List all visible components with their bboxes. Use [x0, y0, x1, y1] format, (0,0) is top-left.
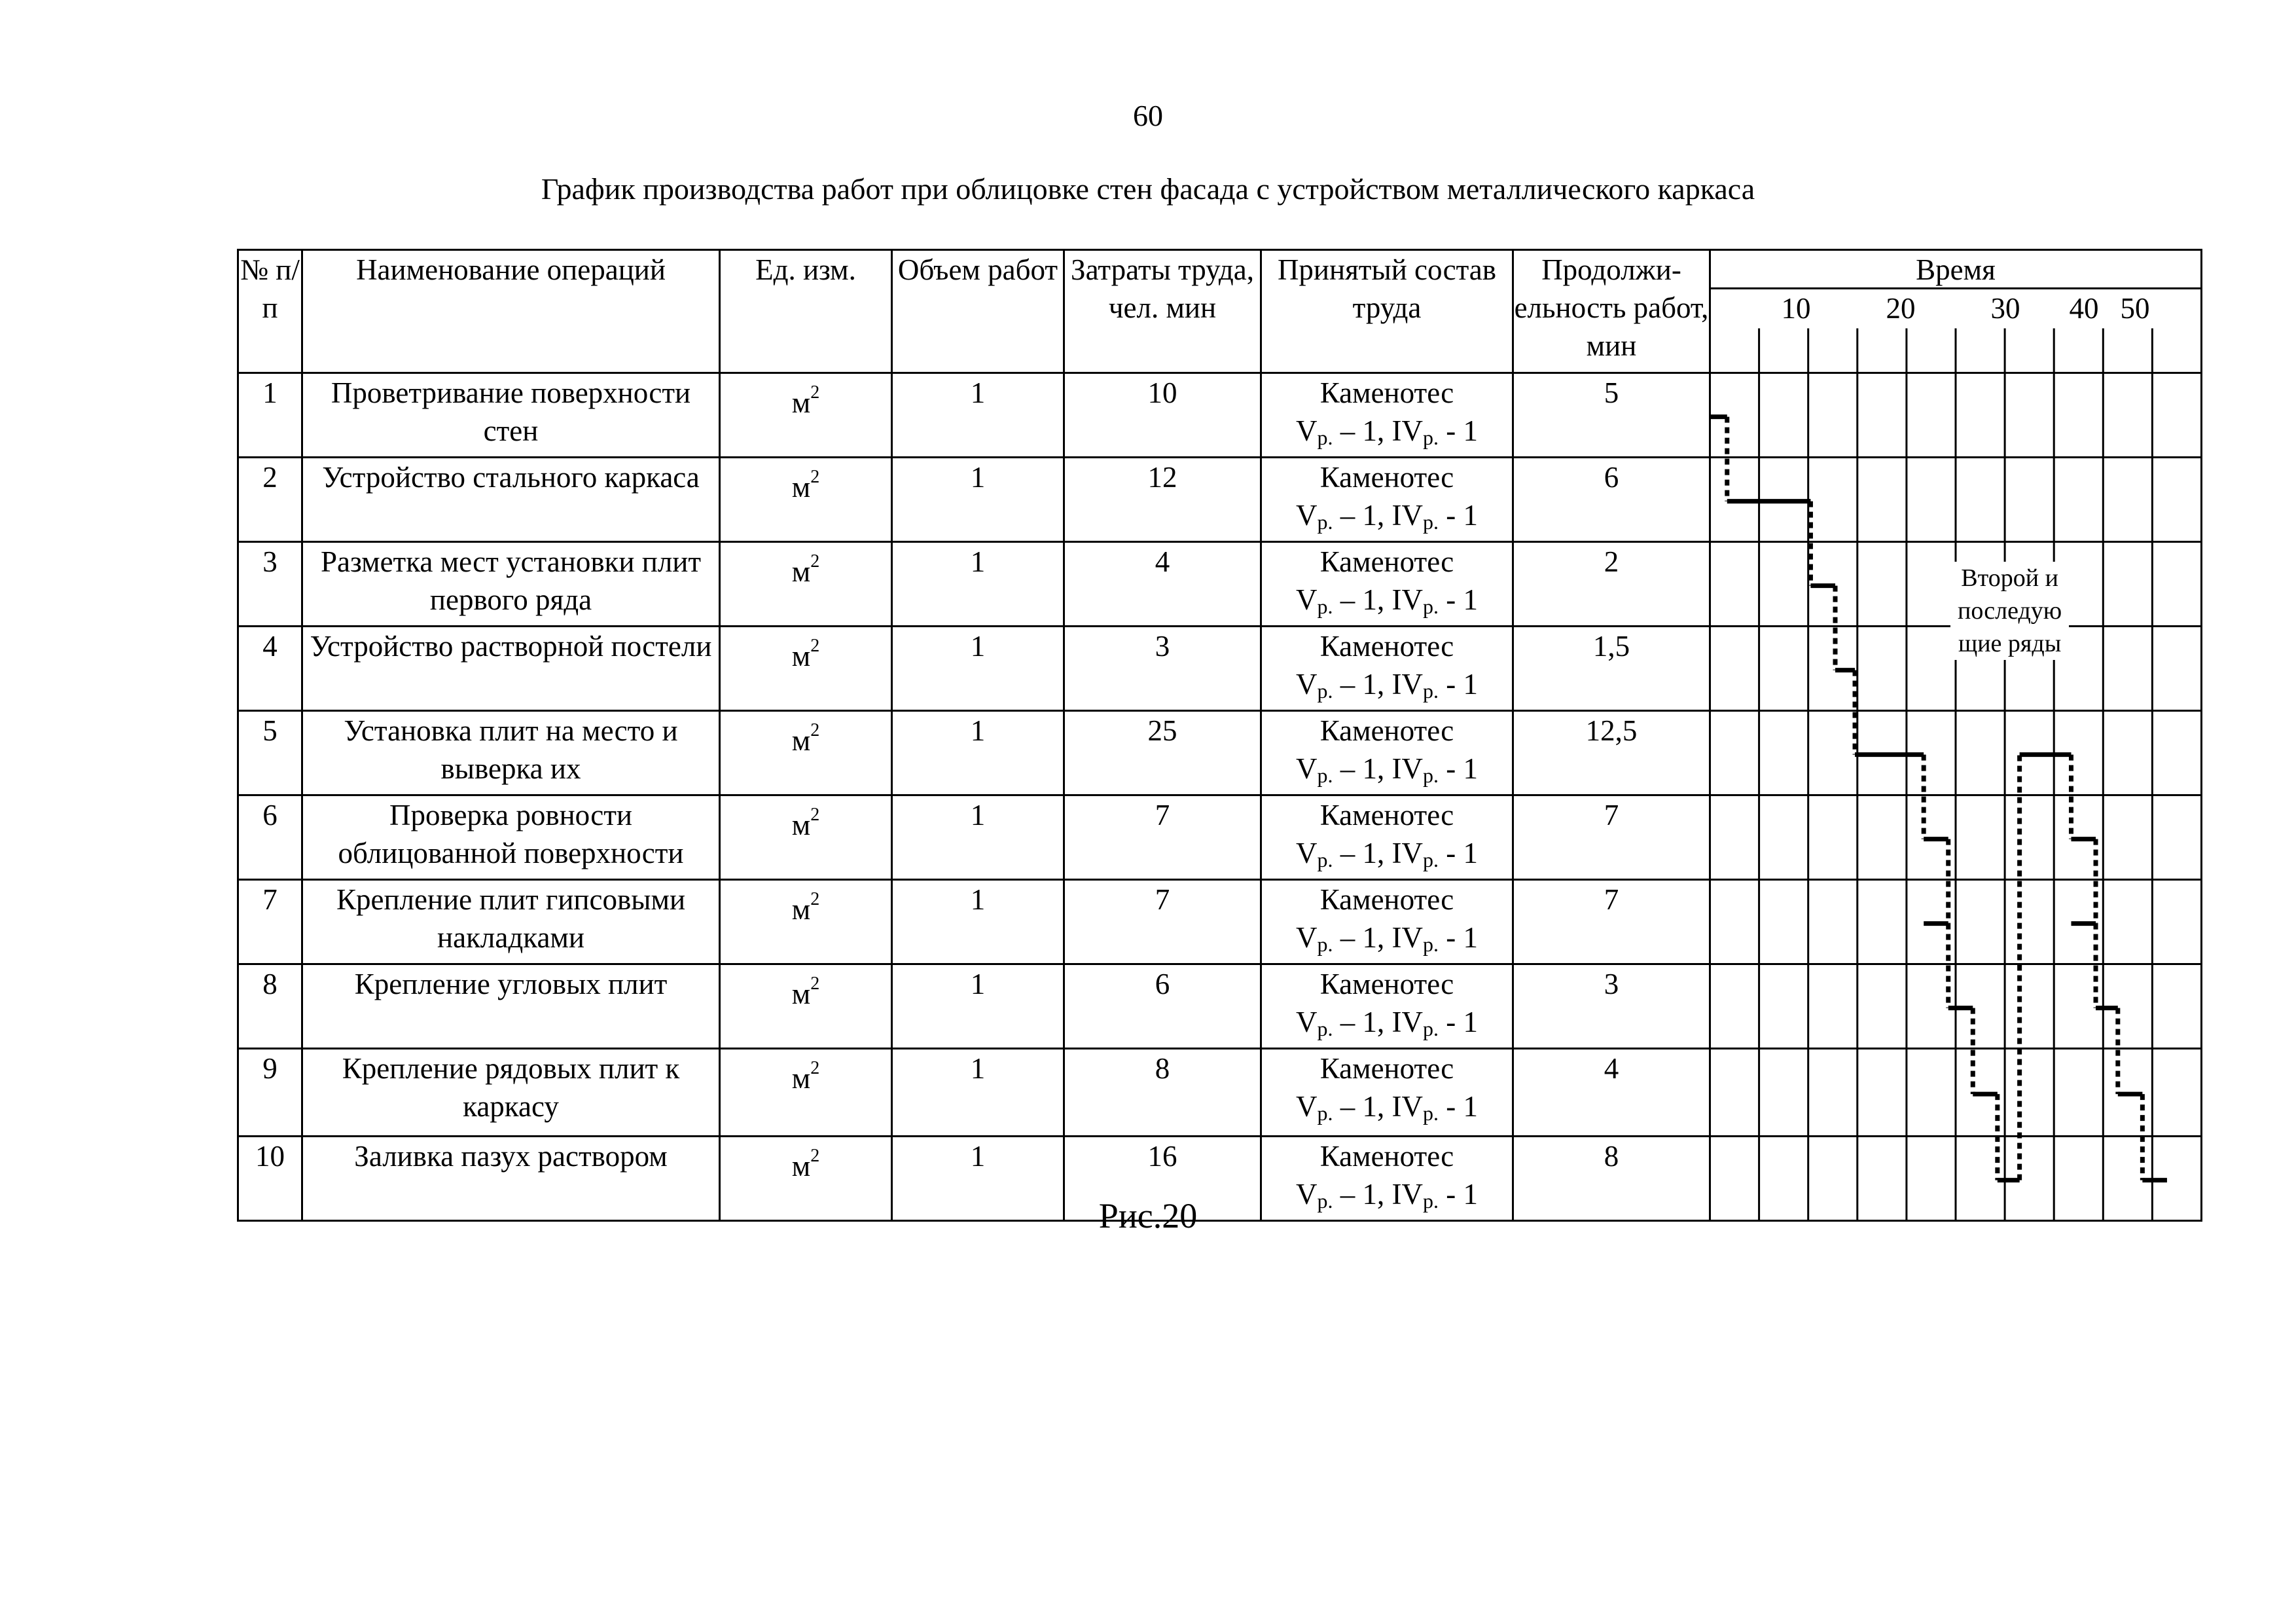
grade-b-sub: р.	[1422, 510, 1439, 534]
header-volume: Объем работ	[892, 250, 1064, 373]
grade-a: V	[1296, 921, 1318, 954]
crew-grades	[1262, 750, 1512, 794]
grade-b-sub: р.	[1422, 1017, 1439, 1040]
time-tick-label: 20	[1886, 292, 1916, 325]
crew-title: Каменотес	[1319, 1140, 1454, 1173]
grade-b: IV	[1391, 668, 1423, 701]
crew-title: Каменотес	[1319, 714, 1454, 747]
header-labor-cost: Затраты труда, чел. мин	[1064, 250, 1261, 373]
table-row	[238, 373, 2202, 458]
timeline-cell	[1710, 711, 2202, 795]
time-header-label: Время	[1711, 251, 2200, 289]
grade-b: IV	[1391, 414, 1423, 447]
timeline-cell	[1710, 795, 2202, 880]
grade-b: IV	[1391, 921, 1423, 954]
grade-b: IV	[1391, 583, 1423, 616]
grade-b: IV	[1391, 499, 1423, 532]
time-tick-label: 40	[2069, 292, 2099, 325]
grade-b-count: - 1	[1438, 499, 1478, 532]
unit-symbol: м	[791, 640, 811, 672]
grade-a: V	[1296, 1006, 1318, 1038]
grade-b-sub: р.	[1422, 1189, 1439, 1213]
unit-exponent: 2	[810, 805, 820, 825]
crew-grades	[1262, 1087, 1512, 1132]
grade-a-sub: р.	[1317, 510, 1333, 534]
time-tick-label: 30	[1990, 292, 2020, 325]
crew-composition	[1261, 1049, 1513, 1137]
unit-symbol: м	[791, 809, 811, 841]
crew-title: Каменотес	[1319, 461, 1454, 494]
work-volume: 1	[892, 880, 1064, 964]
crew-composition	[1261, 373, 1513, 458]
grade-b-sub: р.	[1422, 426, 1439, 449]
duration: 6	[1513, 458, 1710, 542]
header-number: № п/ п	[238, 250, 302, 373]
operation-name: Крепление плит гипсовыми накладками	[302, 880, 720, 964]
row-number: 1	[238, 373, 302, 458]
unit-symbol: м	[791, 1062, 811, 1095]
operation-name: Устройство стального каркаса	[302, 458, 720, 542]
unit-symbol: м	[791, 555, 811, 588]
row-number: 4	[238, 627, 302, 711]
crew-grades	[1262, 665, 1512, 710]
table-row	[238, 880, 2202, 964]
grade-a: V	[1296, 499, 1318, 532]
grade-b: IV	[1391, 837, 1423, 869]
work-volume: 1	[892, 711, 1064, 795]
duration: 4	[1513, 1049, 1710, 1137]
grade-b-sub: р.	[1422, 848, 1439, 871]
labor-cost: 7	[1064, 795, 1261, 880]
timeline-cell	[1710, 964, 2202, 1049]
crew-composition	[1261, 627, 1513, 711]
grade-b-sub: р.	[1422, 679, 1439, 702]
crew-title: Каменотес	[1319, 799, 1454, 831]
grade-a: V	[1296, 668, 1318, 701]
row-number: 7	[238, 880, 302, 964]
grade-b: IV	[1391, 1006, 1423, 1038]
time-tick-label: 50	[2120, 292, 2150, 325]
timeline-cell	[1710, 458, 2202, 542]
unit-symbol: м	[791, 386, 811, 419]
unit-exponent: 2	[810, 382, 820, 403]
grade-b-sub: р.	[1422, 763, 1439, 787]
grade-a-count: – 1,	[1333, 414, 1392, 447]
crew-title: Каменотес	[1319, 630, 1454, 663]
grade-a-sub: р.	[1317, 848, 1333, 871]
unit-exponent: 2	[810, 1146, 820, 1166]
operation-name: Разметка мест установки плит первого ряда	[302, 542, 720, 627]
grade-a-sub: р.	[1317, 763, 1333, 787]
document-title: График производства работ при облицовке стен фасада с устройством металлического каркаса	[541, 172, 1755, 206]
unit-exponent: 2	[810, 720, 820, 740]
grade-a: V	[1296, 752, 1318, 785]
duration: 8	[1513, 1137, 1710, 1221]
operation-name: Заливка пазух раствором	[302, 1137, 720, 1221]
grade-a-count: – 1,	[1333, 1090, 1392, 1123]
grade-b-sub: р.	[1422, 1101, 1439, 1125]
unit	[720, 1049, 892, 1137]
grade-a: V	[1296, 414, 1318, 447]
crew-composition	[1261, 458, 1513, 542]
grade-a: V	[1296, 1178, 1318, 1211]
labor-cost: 7	[1064, 880, 1261, 964]
crew-composition	[1261, 542, 1513, 627]
table-row	[238, 627, 2202, 711]
operation-name: Крепление угловых плит	[302, 964, 720, 1049]
grade-a: V	[1296, 837, 1318, 869]
grade-a-count: – 1,	[1333, 921, 1392, 954]
work-volume: 1	[892, 458, 1064, 542]
table-row	[238, 458, 2202, 542]
grade-a-sub: р.	[1317, 1017, 1333, 1040]
crew-grades	[1262, 919, 1512, 963]
grade-a-count: – 1,	[1333, 752, 1392, 785]
table-row	[238, 795, 2202, 880]
grade-b-count: - 1	[1438, 837, 1478, 869]
work-volume: 1	[892, 542, 1064, 627]
table-row	[238, 1049, 2202, 1137]
labor-cost: 6	[1064, 964, 1261, 1049]
duration: 2	[1513, 542, 1710, 627]
unit-symbol: м	[791, 471, 811, 503]
labor-cost: 8	[1064, 1049, 1261, 1137]
grade-a-count: – 1,	[1333, 1178, 1392, 1211]
grade-b-count: - 1	[1438, 1178, 1478, 1211]
grade-a: V	[1296, 583, 1318, 616]
row-number: 9	[238, 1049, 302, 1137]
labor-cost: 10	[1064, 373, 1261, 458]
duration: 7	[1513, 880, 1710, 964]
grade-b: IV	[1391, 1090, 1423, 1123]
header-time	[1710, 250, 2202, 373]
grade-a-sub: р.	[1317, 594, 1333, 618]
grade-a-count: – 1,	[1333, 668, 1392, 701]
table-row	[238, 542, 2202, 627]
labor-cost: 25	[1064, 711, 1261, 795]
unit	[720, 458, 892, 542]
grade-b-count: - 1	[1438, 583, 1478, 616]
unit-symbol: м	[791, 1150, 811, 1182]
operation-name: Устройство растворной постели	[302, 627, 720, 711]
unit-symbol: м	[791, 724, 811, 757]
labor-cost: 16	[1064, 1137, 1261, 1221]
row-number: 10	[238, 1137, 302, 1221]
unit	[720, 373, 892, 458]
duration: 5	[1513, 373, 1710, 458]
crew-title: Каменотес	[1319, 968, 1454, 1000]
grade-b-count: - 1	[1438, 1006, 1478, 1038]
row-number: 3	[238, 542, 302, 627]
work-volume: 1	[892, 964, 1064, 1049]
crew-composition	[1261, 880, 1513, 964]
grade-a-sub: р.	[1317, 1189, 1333, 1213]
unit-symbol: м	[791, 977, 811, 1010]
crew-grades	[1262, 496, 1512, 541]
operation-name: Крепление рядовых плит к каркасу	[302, 1049, 720, 1137]
grade-a-sub: р.	[1317, 426, 1333, 449]
grade-a-count: – 1,	[1333, 837, 1392, 869]
unit	[720, 711, 892, 795]
crew-composition	[1261, 711, 1513, 795]
unit-exponent: 2	[810, 1058, 820, 1078]
unit-exponent: 2	[810, 467, 820, 487]
grade-a-count: – 1,	[1333, 583, 1392, 616]
unit-symbol: м	[791, 893, 811, 926]
labor-cost: 12	[1064, 458, 1261, 542]
crew-grades	[1262, 1003, 1512, 1048]
table-row	[238, 964, 2202, 1049]
crew-composition	[1261, 964, 1513, 1049]
work-volume: 1	[892, 1137, 1064, 1221]
time-tick-label: 10	[1781, 292, 1811, 325]
crew-composition	[1261, 795, 1513, 880]
unit	[720, 795, 892, 880]
grade-b: IV	[1391, 1178, 1423, 1211]
crew-grades	[1262, 834, 1512, 879]
timeline-cell	[1710, 1049, 2202, 1137]
time-scale	[1711, 289, 2200, 326]
work-volume: 1	[892, 795, 1064, 880]
grade-b-count: - 1	[1438, 414, 1478, 447]
unit	[720, 542, 892, 627]
operation-name: Проверка ровности облицованной поверхности	[302, 795, 720, 880]
grade-a-count: – 1,	[1333, 1006, 1392, 1038]
unit-exponent: 2	[810, 636, 820, 656]
header-operation-name: Наименование операций	[302, 250, 720, 373]
grade-a-sub: р.	[1317, 1101, 1333, 1125]
unit	[720, 880, 892, 964]
grade-a-count: – 1,	[1333, 499, 1392, 532]
crew-title: Каменотес	[1319, 1052, 1454, 1085]
duration: 7	[1513, 795, 1710, 880]
labor-cost: 4	[1064, 542, 1261, 627]
page-number: 60	[1133, 99, 1163, 132]
grade-b-count: - 1	[1438, 668, 1478, 701]
crew-grades	[1262, 412, 1512, 456]
timeline-cell	[1710, 373, 2202, 458]
grade-b-count: - 1	[1438, 1090, 1478, 1123]
figure-caption: Рис.20	[1098, 1196, 1198, 1235]
work-volume: 1	[892, 627, 1064, 711]
grade-b-sub: р.	[1422, 932, 1439, 956]
work-schedule-table	[237, 249, 2202, 1222]
grade-b-count: - 1	[1438, 752, 1478, 785]
second-rows-note: Второй и последую щие ряды	[1950, 562, 2068, 660]
unit-exponent: 2	[810, 974, 820, 994]
labor-cost: 3	[1064, 627, 1261, 711]
header-unit: Ед. изм.	[720, 250, 892, 373]
row-number: 8	[238, 964, 302, 1049]
row-number: 2	[238, 458, 302, 542]
duration: 3	[1513, 964, 1710, 1049]
grade-a-sub: р.	[1317, 932, 1333, 956]
work-volume: 1	[892, 373, 1064, 458]
header-duration: Продолжи- ельность работ, мин	[1513, 250, 1710, 373]
row-number: 5	[238, 711, 302, 795]
unit	[720, 627, 892, 711]
operation-name: Установка плит на место и выверка их	[302, 711, 720, 795]
grade-b-count: - 1	[1438, 921, 1478, 954]
crew-title: Каменотес	[1319, 545, 1454, 578]
crew-title: Каменотес	[1319, 376, 1454, 409]
unit	[720, 964, 892, 1049]
row-number: 6	[238, 795, 302, 880]
timeline-cell	[1710, 880, 2202, 964]
grade-b: IV	[1391, 752, 1423, 785]
work-volume: 1	[892, 1049, 1064, 1137]
unit-exponent: 2	[810, 551, 820, 572]
operation-name: Проветривание поверхности стен	[302, 373, 720, 458]
crew-title: Каменотес	[1319, 883, 1454, 916]
unit-exponent: 2	[810, 889, 820, 909]
duration: 1,5	[1513, 627, 1710, 711]
grade-a: V	[1296, 1090, 1318, 1123]
crew-grades	[1262, 581, 1512, 625]
table-row	[238, 711, 2202, 795]
grade-a-sub: р.	[1317, 679, 1333, 702]
duration: 12,5	[1513, 711, 1710, 795]
header-crew: Принятый состав труда	[1261, 250, 1513, 373]
grade-b-sub: р.	[1422, 594, 1439, 618]
